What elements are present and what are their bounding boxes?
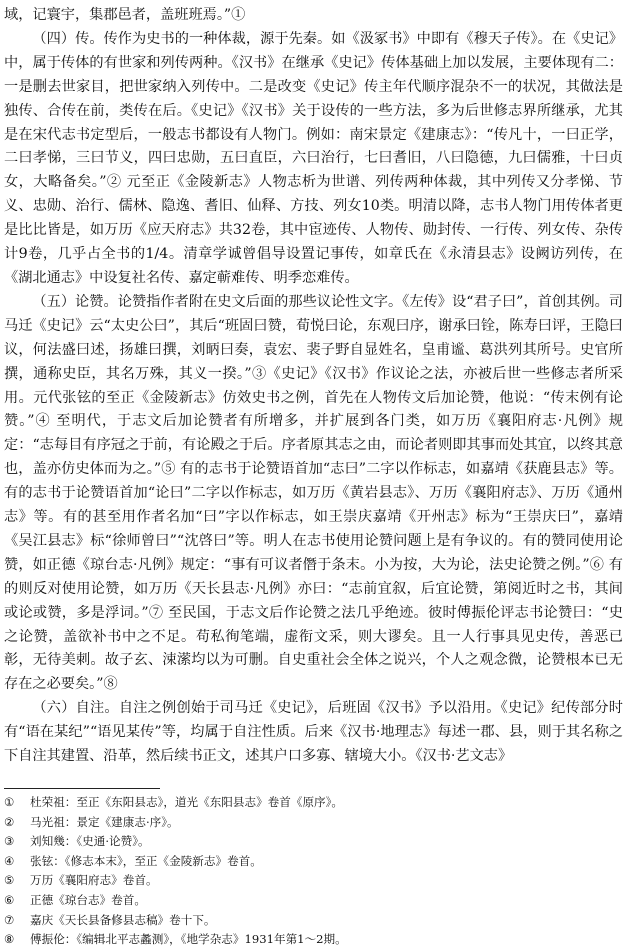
footnote-text: 傅振伦：《编辑北平志蠡测》，《地学杂志》1931年第1～2期。 — [30, 932, 347, 947]
footnote-marker: ⑥ — [4, 892, 15, 907]
footnote-text: 万历《襄阳府志》卷首。 — [30, 873, 158, 888]
footnote-item — [4, 911, 623, 931]
footnote-marker: ③ — [4, 834, 15, 849]
footnote-marker: ④ — [4, 853, 15, 868]
footnote-item — [4, 891, 623, 911]
footnote-text: 刘知幾：《史通·论赞》。 — [30, 834, 150, 849]
footnote-text: 杜荣祖：至正《东阳县志》，道光《东阳县志》卷首《原序》。 — [30, 795, 344, 809]
footnote-marker: ⑦ — [4, 912, 15, 927]
body-text — [4, 4, 623, 769]
paragraph-continuation: 域，记寰宇，集郡邑者，盖班班焉。”① — [4, 7, 246, 23]
footnote-item — [4, 793, 623, 813]
footnote-marker: ② — [4, 814, 15, 829]
footnote-text: 正德《琼台志》卷首。 — [30, 892, 146, 907]
footnote-divider — [4, 788, 160, 789]
footnote-item — [4, 832, 623, 852]
footnote-list — [4, 793, 623, 950]
footnote-marker: ⑤ — [4, 873, 15, 888]
footnote-marker: ⑧ — [4, 932, 15, 947]
footnote-item — [4, 871, 623, 891]
document-page — [4, 4, 623, 950]
footnote-text: 张铉：《修志本末》，至正《金陵新志》卷首。 — [30, 853, 262, 868]
footnote-item — [4, 930, 623, 950]
paragraph-self-annotation: （六）自注。自注之例创始于司马迁《史记》，后班固《汉书》予以沿用。《史记》纪传部分时有“语在某纪”“语见某传”等，均属于自注性质。后来《汉书·地理志》每述一郡、县，则于其名称之下自注其建置、沿革，然后续书正文，述其户口多寡、辖境大小。《汉书·艺文志》 — [4, 700, 623, 765]
footnote-item — [4, 852, 623, 872]
footnote-marker: ① — [4, 795, 15, 809]
footnote-item — [4, 813, 623, 833]
footnote-text: 马光祖：景定《建康志·序》。 — [30, 814, 179, 829]
footnote-text: 嘉庆《天长县备修县志稿》卷十下。 — [30, 912, 216, 927]
paragraph-biography: （四）传。传作为史书的一种体裁，源于先秦。如《汲冢书》中即有《穆天子传》。在《史记》中，属于传体的有世家和列传两种。《汉书》在继承《史记》传体基础上加以发展，主要体现有二：一是删去世家目，把世家纳入列传中。二是改变《史记》传主年代顺序混杂不一的状况，其做法是独传、合传在前，类传在后。《史记》《汉书》关于设传的一些方法，多为后世修志界所继承，尤其是在宋代志书定型后，一般志书都设有人物门。例如：南宋景定《建康志》：“传凡十，一曰正学，二曰孝悌，三曰节义，四曰忠勋，五曰直臣，六曰治行，七曰耆旧，八曰隐德，九曰儒雅，十曰贞女，大略备矣。”② 元至正《金陵新志》人物志析为世谱、列传两种体裁，其中列传又分孝悌、节义、忠勋、治行、儒林、隐逸、耆旧、仙释、方技、列女10类。明清以降，志书人物门用传体者更是比比皆是，如万历《应天府志》共32卷，其中宦迹传、人物传、勋封传、一行传、列女传、杂传计9卷，几乎占全书的1/4。清章学诚曾倡导设置记事传，如章氏在《永清县志》设阙访列传，在《湖北通志》中设复社名传、嘉定蕲难传、明季恋难传。 — [4, 30, 623, 286]
paragraph-commentary: （五）论赞。论赞指作者附在史文后面的那些议论性文字。《左传》设“君子曰”，首创其例。司马迁《史记》云“太史公曰”，其后“班固曰赞，荀悦曰论，东观曰序，谢承曰铨，陈寿曰评，王隐曰议，何法盛曰述，扬雄曰撰，刘昞曰奏，袁宏、裴子野自显姓名，皇甫谧、葛洪列其所号。史官所撰，通称史臣，其名万殊，其义一揆。”③《史记》《汉书》作议论之法，亦被后世一些修志者所采用。元代张铉的至正《金陵新志》仿效史书之例，首先在人物传文后加论赞，他说：“传末例有论赞。”④ 至明代，于志文后加论赞者有所增多，并扩展到各门类，如万历《襄阳府志·凡例》规定：“志每目有序冠之于前，有论殿之于后。序者原其志之由，而论者则即其事而处其宜，以终其意也，盖亦仿史体而为之。”⑤ 有的志书于论赞语首加“志曰”二字以作标志，如嘉靖《获鹿县志》等。有的志书于论赞语首加“论曰”二字以作标志，如万历《黄岩县志》、万历《襄阳府志》、万历《通州志》等。有的甚至用作者名加“曰”字以作标志，如王崇庆嘉靖《开州志》标为“王崇庆曰”，嘉靖《吴江县志》标“徐师曾曰”“沈啓曰”等。明人在志书使用论赞问题上是有争议的。有的赞同使用论赞，如正德《琼台志·凡例》规定：“事有可议者僭于条末。小为按，大为论，法史论赞之例。”⑥ 有的则反对使用论赞，如万历《天长县志·凡例》亦曰：“志前宜叙，后宜论赞，第阅近时之书，其间或论或赞，多是浮词。”⑦ 至民国，于志文后作论赞之法几乎绝迹。彼时傅振伦评志书论赞曰：“史之论赞，盖欲补书中之不足。苟私徇笔端，虚衔文采，则大谬矣。且一人行事具见史传，善恶已彰，无待美刺。故子玄、涑潆均以为可删。自史重社会全体之说兴，个人之观念微，论赞根本已无存在之必要矣。”⑧ — [4, 293, 623, 693]
